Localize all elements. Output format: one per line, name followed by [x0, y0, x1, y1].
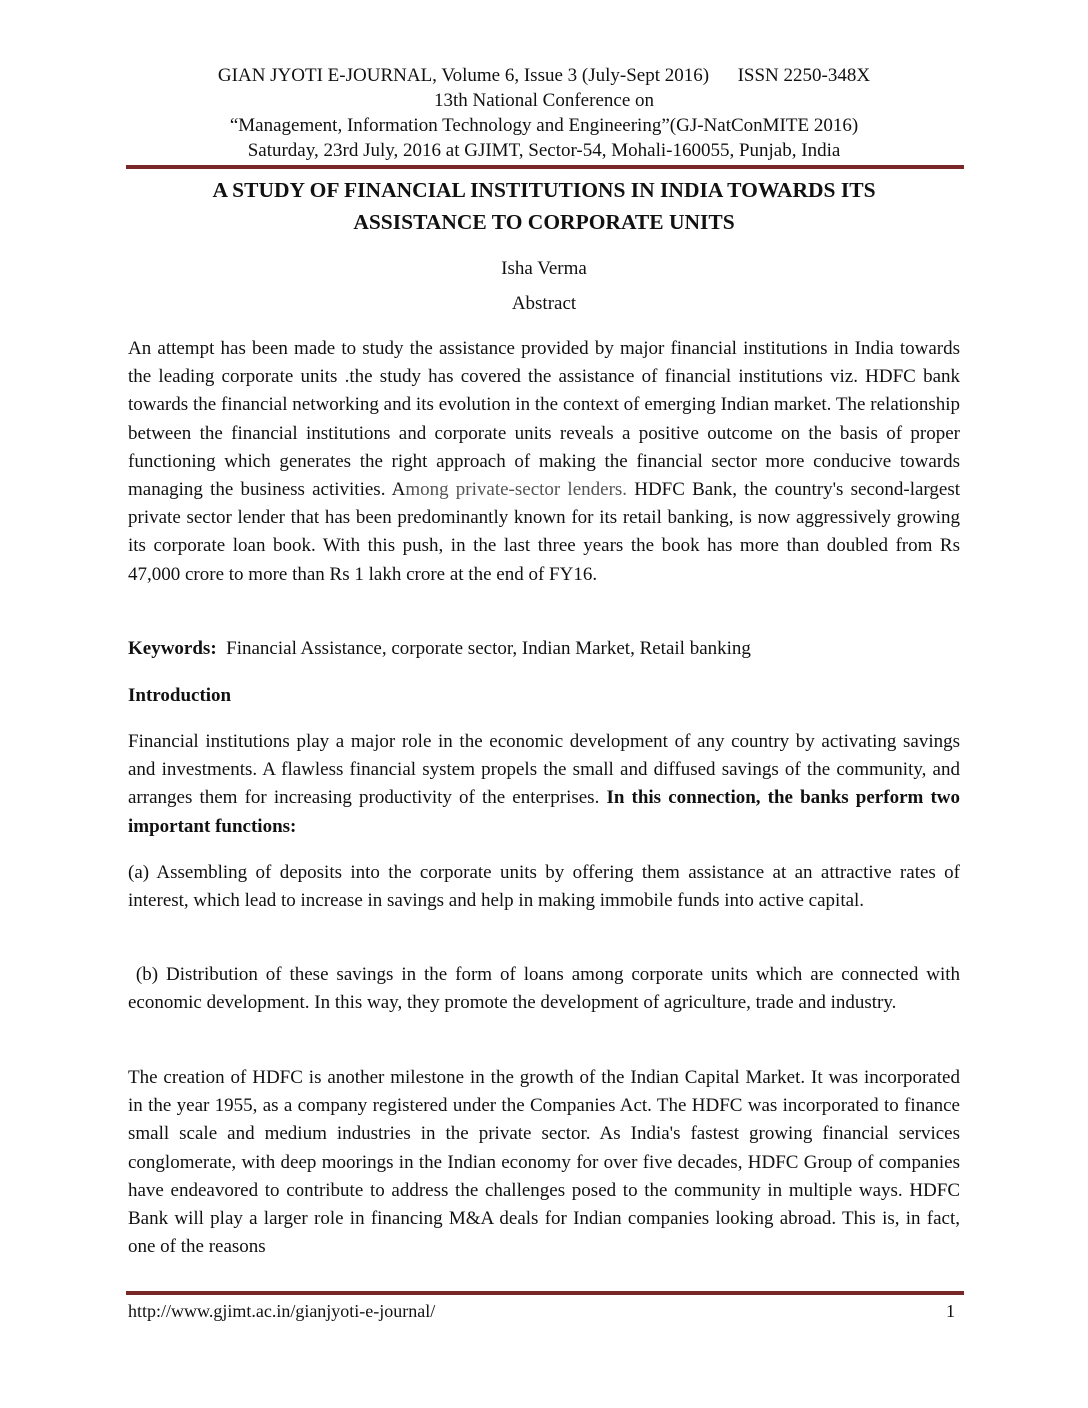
function-a-paragraph: (a) Assembling of deposits into the corporate units by offering them assistance at an attractive rates of interest, which lead to increase in savings and help in making immobile funds into active capital. — [128, 862, 960, 912]
paper-title — [120, 174, 968, 238]
abstract-text-3: HDFC Bank, the country's second-largest private sector lender that has been predominantly known for its retail banking, is now aggressively growing its corporate loan book. With this push, in the last three years the book has more than doubled from Rs 47,000 crore to more than Rs 1 lakh crore at the end of FY16. — [128, 479, 961, 585]
footer-rule — [126, 1291, 964, 1295]
conference-theme-line: “Management, Information Technology and Engineering”(GJ-NatConMITE 2016) — [229, 115, 859, 136]
title-line-1: A STUDY OF FINANCIAL INSTITUTIONS IN INDIA TOWARDS ITS — [212, 178, 876, 202]
function-b-paragraph: (b) Distribution of these savings in the form of loans among corporate units which are connected with economic development. In this way, they promote the development of agriculture, trade and industry. — [128, 964, 965, 1014]
keywords-text: Financial Assistance, corporate sector, Indian Market, Retail banking — [216, 638, 751, 659]
introduction-heading: Introduction — [128, 685, 232, 706]
header-rule — [126, 165, 964, 169]
abstract-heading: Abstract — [511, 293, 577, 314]
journal-header-line: GIAN JYOTI E-JOURNAL, Volume 6, Issue 3 (July-Sept 2016) ISSN 2250-348X — [217, 65, 871, 86]
title-line-2: ASSISTANCE TO CORPORATE UNITS — [353, 210, 735, 234]
page-number: 1 — [946, 1301, 955, 1321]
abstract-paragraph — [128, 335, 960, 589]
author-name: Isha Verma — [501, 258, 587, 279]
introduction-text: Financial institutions play a major role in the economic development of any country by activating savings and investments. A flawless financial system propels the small and diffused savings of the community, and arranges them for increasing productivity of the enterprises. — [128, 731, 960, 809]
abstract-text-1: An attempt has been made to study the assistance provided by major financial institutions in India towards the leading corporate units .the study has covered the assistance of financial institutions viz. HDFC bank towards the financial networking and its evolution in the context of emerging Indian market. The relationship between the financial institutions and corporate units reveals a positive outcome on the basis of proper functioning which generates the right approach of making the financial sector more conducive towards managing the business activities. A — [128, 338, 960, 501]
conference-header-line: 13th National Conference on — [433, 90, 654, 111]
keywords-line — [128, 635, 960, 663]
footer-url-link[interactable]: http://www.gjimt.ac.in/gianjyoti-e-journal/ — [128, 1301, 436, 1321]
keywords-label: Keywords: — [128, 638, 217, 659]
introduction-paragraph — [128, 728, 960, 841]
hdfc-paragraph: The creation of HDFC is another milestone in the growth of the Indian Capital Market. It was incorporated in the year 1955, as a company registered under the Companies Act. The HDFC was incorporated to finance small scale and medium industries in the private sector. As India's fastest growing financial services conglomerate, with deep moorings in the Indian economy for over five decades, HDFC Group of companies have endeavored to contribute to address the challenges posed to the community in multiple ways. HDFC Bank will play a larger role in financing M&A deals for Indian companies looking abroad. This is, in fact, one of the reasons — [128, 1067, 960, 1258]
conference-date-venue-line: Saturday, 23rd July, 2016 at GJIMT, Sector-54, Mohali-160055, Punjab, India — [247, 140, 841, 161]
introduction-bold-text: In this connection, the banks perform two important functions: — [128, 787, 960, 837]
abstract-text-2: mong private-sector lenders. — [405, 479, 628, 501]
